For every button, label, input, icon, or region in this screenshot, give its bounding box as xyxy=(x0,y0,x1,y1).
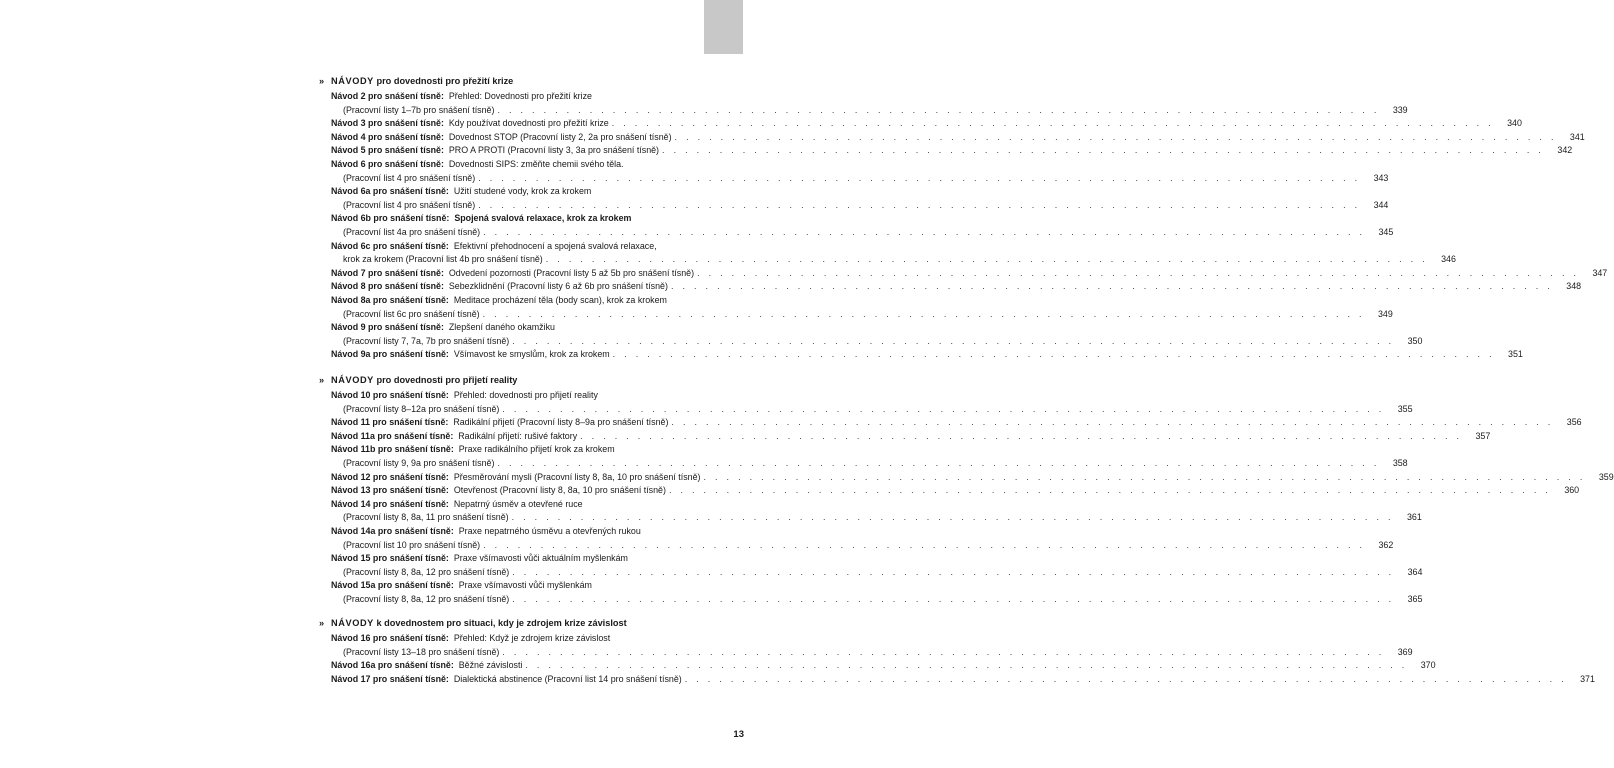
toc-entry-title xyxy=(331,416,671,430)
toc-page-number: 364 xyxy=(1394,566,1422,580)
toc-entry-text: Zlepšení daného okamžiku xyxy=(448,322,555,333)
toc-entry-title xyxy=(331,280,671,294)
toc-entry-text: Dialektická abstinence (Pracovní list 14 pro snášení tísně) xyxy=(453,673,682,684)
toc-page-number: 350 xyxy=(1394,335,1422,349)
toc-entry xyxy=(319,212,1394,239)
dot-leader: . . . . . . . . . . . . . . . . . . . . . . . . . . . . . . . . . . . . . . . . . . . . . . . . . . . . . . . . . . . . . . . . . . . . . . . . . . . . . xyxy=(611,118,1494,129)
toc-entry-title xyxy=(331,444,615,454)
toc-entry-label: Návod 14 pro snášení tísně: xyxy=(331,498,449,509)
toc-entry xyxy=(319,90,1408,117)
section-title: » NÁVODY k dovednostem pro situaci, kdy je zdrojem krize závislost xyxy=(319,614,739,632)
toc-entry xyxy=(319,144,1573,158)
toc-entry-title xyxy=(331,553,628,563)
toc-entry-continuation: (Pracovní list 4a pro snášení tísně) xyxy=(343,226,483,240)
toc-page-number: 348 xyxy=(1553,280,1581,294)
dot-leader: . . . . . . . . . . . . . . . . . . . . . . . . . . . . . . . . . . . . . . . . . . . . . . . . . . . . . . . . . . . . . . . . . . . . . . . . . . . . . xyxy=(671,417,1554,428)
toc-entry-label: Návod 7 pro snášení tísně: xyxy=(331,267,444,278)
toc-entry-title xyxy=(331,213,631,223)
toc-entry-text: Spojená svalová relaxace, krok za krokem xyxy=(454,213,632,224)
section-title: » NÁVODY pro dovednosti pro přijetí reality xyxy=(319,371,739,389)
toc-entry xyxy=(319,659,1436,673)
toc-page-number: 356 xyxy=(1554,416,1582,430)
toc-leader-row xyxy=(331,430,1491,444)
toc-entry xyxy=(319,525,1394,552)
toc-entry-text: Praxe radikálního přijetí krok za krokem xyxy=(458,444,615,455)
dot-leader: . . . . . . . . . . . . . . . . . . . . . . . . . . . . . . . . . . . . . . . . . . . . . . . . . . . . . . . . . . . . . . . . . . . . . . . . . . . . . xyxy=(483,226,1366,237)
toc-entry xyxy=(319,552,1423,579)
toc-entry xyxy=(319,185,1389,212)
toc-entry xyxy=(319,280,1582,294)
toc-entry-line xyxy=(331,90,739,104)
toc-entry-line xyxy=(331,430,1491,444)
toc-entry xyxy=(319,131,1585,145)
toc-entry-title xyxy=(331,659,525,673)
toc-entry-label: Návod 4 pro snášení tísně: xyxy=(331,131,444,142)
toc-leader-row xyxy=(343,172,1389,186)
toc-entry-label: Návod 15a pro snášení tísně: xyxy=(331,580,454,591)
dot-leader: . . . . . . . . . . . . . . . . . . . . . . . . . . . . . . . . . . . . . . . . . . . . . . . . . . . . . . . . . . . . . . . . . . . . . . . . . . . . . xyxy=(670,281,1554,292)
dot-leader: . . . . . . . . . . . . . . . . . . . . . . . . . . . . . . . . . . . . . . . . . . . . . . . . . . . . . . . . . . . . . . . . . . . . . . . . . . . . . xyxy=(580,430,1463,441)
toc-leader-row xyxy=(343,253,1456,267)
toc-page-number: 362 xyxy=(1365,539,1393,553)
toc-entry-line xyxy=(331,267,1608,281)
toc-page-number: 341 xyxy=(1557,131,1585,145)
toc-page-number: 357 xyxy=(1462,430,1490,444)
toc-entry xyxy=(319,632,1413,659)
toc-entry-line xyxy=(343,104,1408,118)
toc-page-number: 359 xyxy=(1586,471,1614,485)
toc-entry-line xyxy=(331,659,1436,673)
toc-entry-text: Přehled: Dovednosti pro přežití krize xyxy=(448,91,592,101)
toc-entry-label: Návod 16 pro snášení tísně: xyxy=(331,633,449,643)
toc-entry-text: Radikální přijetí (Pracovní listy 8–9a pro snášení tísně) xyxy=(453,417,669,428)
toc-entry-label: Návod 6 pro snášení tísně: xyxy=(331,158,444,169)
toc-entry-label: Návod 11 pro snášení tísně: xyxy=(331,417,449,428)
toc-entry-label: Návod 3 pro snášení tísně: xyxy=(331,118,444,129)
toc-entries xyxy=(319,389,1614,607)
toc-entry-title xyxy=(331,144,662,158)
toc-entry-line xyxy=(343,457,1408,471)
toc-entry-text: Kdy používat dovednosti pro přežití krize xyxy=(448,118,609,129)
toc-entry-text: Odvedení pozornosti (Pracovní listy 5 až 5b pro snášení tísně) xyxy=(448,267,695,278)
toc-entry-continuation: (Pracovní listy 8, 8a, 11 pro snášení tísně) xyxy=(343,511,512,525)
toc-entry xyxy=(319,471,1614,485)
toc-entry-line xyxy=(331,389,739,403)
toc-entry-line xyxy=(331,552,739,566)
toc-entry-line xyxy=(331,416,1582,430)
toc-entry-line xyxy=(343,226,1394,240)
toc-entry-text: Sebezklidnění (Pracovní listy 6 až 6b pro snášení tísně) xyxy=(448,281,668,292)
toc-entry-continuation: (Pracovní list 4 pro snášení tísně) xyxy=(343,199,478,213)
toc-entry-continuation: (Pracovní listy 1–7b pro snášení tísně) xyxy=(343,104,497,118)
toc-entry xyxy=(319,673,1595,687)
toc-entry-text: Přesměrování mysli (Pracovní listy 8, 8a, 10 pro snášení tísně) xyxy=(453,471,701,482)
toc-entry xyxy=(319,267,1608,281)
dot-leader: . . . . . . . . . . . . . . . . . . . . . . . . . . . . . . . . . . . . . . . . . . . . . . . . . . . . . . . . . . . . . . . . . . . . . . . . . . . . . xyxy=(668,485,1552,496)
section-title: » NÁVODY pro dovednosti pro přežití krize xyxy=(319,72,739,90)
dot-leader: . . . . . . . . . . . . . . . . . . . . . . . . . . . . . . . . . . . . . . . . . . . . . . . . . . . . . . . . . . . . . . . . . . . . . . . . . . . . . xyxy=(497,457,1380,468)
toc-entry-text: Užití studené vody, krok za krokem xyxy=(453,186,592,197)
toc-entry-continuation: (Pracovní listy 8–12a pro snášení tísně) xyxy=(343,403,502,417)
toc-entry xyxy=(319,158,1389,185)
toc-leader-row xyxy=(343,335,1423,349)
toc-leader-row xyxy=(343,511,1422,525)
dot-leader: . . . . . . . . . . . . . . . . . . . . . . . . . . . . . . . . . . . . . . . . . . . . . . . . . . . . . . . . . . . . . . . . . . . . . . . . . . . . . xyxy=(483,539,1366,550)
toc-entry-continuation: (Pracovní list 6c pro snášení tísně) xyxy=(343,308,483,322)
toc-entry-text: Praxe všímavosti vůči myšlenkám xyxy=(458,580,592,591)
toc-entry-line xyxy=(331,185,739,199)
toc-page-number: 370 xyxy=(1408,659,1436,673)
toc-entry xyxy=(319,416,1582,430)
toc-leader-row xyxy=(343,104,1408,118)
toc-entry-line xyxy=(331,240,739,254)
toc-entry-line xyxy=(331,498,739,512)
toc-entry-line xyxy=(331,144,1573,158)
toc-entry-title xyxy=(331,633,610,643)
toc-leader-row xyxy=(331,348,1523,362)
section-marker-icon: » xyxy=(319,375,325,385)
toc-entry-label: Návod 6a pro snášení tísně: xyxy=(331,186,449,197)
dot-leader: . . . . . . . . . . . . . . . . . . . . . . . . . . . . . . . . . . . . . . . . . . . . . . . . . . . . . . . . . . . . . . . . . . . . . . . . . . . . . xyxy=(697,267,1580,278)
toc-entry-title xyxy=(331,430,580,444)
toc-entry xyxy=(319,498,1422,525)
toc-entry-line xyxy=(331,525,739,539)
toc-entry-title xyxy=(331,322,555,332)
toc-page-number: 346 xyxy=(1428,253,1456,267)
toc-entry-continuation: (Pracovní listy 7, 7a, 7b pro snášení tísně) xyxy=(343,335,512,349)
toc-entry-line xyxy=(343,593,1423,607)
toc-entry-line xyxy=(331,131,1585,145)
toc-entry-label: Návod 11b pro snášení tísně: xyxy=(331,444,454,455)
dot-leader: . . . . . . . . . . . . . . . . . . . . . . . . . . . . . . . . . . . . . . . . . . . . . . . . . . . . . . . . . . . . . . . . . . . . . . . . . . . . . xyxy=(497,104,1380,115)
dot-leader: . . . . . . . . . . . . . . . . . . . . . . . . . . . . . . . . . . . . . . . . . . . . . . . . . . . . . . . . . . . . . . . . . . . . . . . . . . . . . xyxy=(525,660,1408,671)
toc-entry-continuation: (Pracovní listy 8, 8a, 12 pro snášení tísně) xyxy=(343,566,512,580)
toc-page-number: 358 xyxy=(1380,457,1408,471)
toc-entry-line xyxy=(331,117,1522,131)
toc-leader-row xyxy=(343,566,1423,580)
toc-entry-line xyxy=(343,403,1413,417)
toc-entry-continuation: (Pracovní listy 8, 8a, 12 pro snášení tísně) xyxy=(343,593,512,607)
toc-leader-row xyxy=(331,471,1614,485)
toc-entry-text: Praxe všímavosti vůči aktuálním myšlenkám xyxy=(453,553,628,564)
toc-entry-text: Všímavost ke smyslům, krok za krokem xyxy=(453,349,610,360)
toc-entry-continuation: (Pracovní listy 13–18 pro snášení tísně) xyxy=(343,646,502,660)
toc-entry-text: Přehled: Když je zdrojem krize závislost xyxy=(453,633,611,643)
toc-entry-label: Návod 2 pro snášení tísně: xyxy=(331,91,444,101)
dot-leader: . . . . . . . . . . . . . . . . . . . . . . . . . . . . . . . . . . . . . . . . . . . . . . . . . . . . . . . . . . . . . . . . . . . . . . . . . . . . . xyxy=(612,349,1495,360)
toc-page-number: 351 xyxy=(1495,348,1523,362)
toc-entry-line xyxy=(331,280,1582,294)
toc-leader-row xyxy=(343,593,1423,607)
toc-entry-text: Meditace procházení těla (body scan), krok za krokem xyxy=(453,294,667,305)
toc-entry-label: Návod 6c pro snášení tísně: xyxy=(331,240,449,251)
dot-leader: . . . . . . . . . . . . . . . . . . . . . . . . . . . . . . . . . . . . . . . . . . . . . . . . . . . . . . . . . . . . . . . . . . . . . . . . . . . . . xyxy=(512,335,1395,346)
toc-entry-label: Návod 6b pro snášení tísně: xyxy=(331,213,450,224)
toc-entry-line xyxy=(331,484,1580,498)
toc-leader-row xyxy=(331,267,1608,281)
toc-entry xyxy=(319,484,1580,498)
toc-leader-row xyxy=(331,117,1522,131)
corner-tab xyxy=(704,0,743,54)
toc-section-addiction xyxy=(319,614,1595,686)
toc-entry-label: Návod 14a pro snášení tísně: xyxy=(331,525,454,536)
toc-entry-title xyxy=(331,117,612,131)
toc-page-number: 361 xyxy=(1394,511,1422,525)
toc-entry-text: Běžné závislosti xyxy=(458,660,523,671)
toc-page-number: 360 xyxy=(1551,484,1579,498)
toc-entry-title xyxy=(331,348,613,362)
toc-leader-row xyxy=(331,673,1595,687)
toc-entry-title xyxy=(331,295,667,305)
toc-entry-text: Dovednost STOP (Pracovní listy 2, 2a pro snášení tísně) xyxy=(448,131,672,142)
toc-page-number: 349 xyxy=(1365,308,1393,322)
toc-entry xyxy=(319,294,1393,321)
toc-entry-continuation: (Pracovní list 10 pro snášení tísně) xyxy=(343,539,483,553)
toc-page-number: 342 xyxy=(1544,144,1572,158)
toc-entry-title xyxy=(331,131,675,145)
toc-entry-label: Návod 8a pro snášení tísně: xyxy=(331,294,449,305)
dot-leader: . . . . . . . . . . . . . . . . . . . . . . . . . . . . . . . . . . . . . . . . . . . . . . . . . . . . . . . . . . . . . . . . . . . . . . . . . . . . . xyxy=(512,566,1395,577)
toc-entry-continuation: (Pracovní list 4 pro snášení tísně) xyxy=(343,172,478,186)
toc-entry-line xyxy=(343,646,1413,660)
toc-leader-row xyxy=(331,484,1580,498)
toc-page-number: 369 xyxy=(1385,646,1413,660)
dot-leader: . . . . . . . . . . . . . . . . . . . . . . . . . . . . . . . . . . . . . . . . . . . . . . . . . . . . . . . . . . . . . . . . . . . . . . . . . . . . . xyxy=(684,673,1567,684)
dot-leader: . . . . . . . . . . . . . . . . . . . . . . . . . . . . . . . . . . . . . . . . . . . . . . . . . . . . . . . . . . . . . . . . . . . . . . . . . . . . . xyxy=(478,172,1361,183)
toc-page-number: 355 xyxy=(1385,403,1413,417)
toc-entry xyxy=(319,389,1413,416)
toc-leader-row xyxy=(331,280,1582,294)
toc-entry-label: Návod 16a pro snášení tísně: xyxy=(331,660,454,671)
toc-page-number: 340 xyxy=(1494,117,1522,131)
toc-entries xyxy=(319,90,1608,362)
dot-leader: . . . . . . . . . . . . . . . . . . . . . . . . . . . . . . . . . . . . . . . . . . . . . . . . . . . . . . . . . . . . . . . . . . . . . . . . . . . . . xyxy=(511,512,1394,523)
toc-entry-line xyxy=(331,294,739,308)
toc-entry-title xyxy=(331,267,697,281)
toc-leader-row xyxy=(331,131,1585,145)
toc-entry xyxy=(319,321,1423,348)
toc-entry-label: Návod 15 pro snášení tísně: xyxy=(331,553,449,564)
toc-entry-line xyxy=(331,158,739,172)
toc-page-number: 343 xyxy=(1360,172,1388,186)
toc-entry-title xyxy=(331,390,598,400)
toc-entry-title xyxy=(331,484,669,498)
toc-page-number: 339 xyxy=(1380,104,1408,118)
dot-leader: . . . . . . . . . . . . . . . . . . . . . . . . . . . . . . . . . . . . . . . . . . . . . . . . . . . . . . . . . . . . . . . . . . . . . . . . . . . . . xyxy=(512,593,1395,604)
toc-entry xyxy=(319,240,1456,267)
toc-entry-label: Návod 12 pro snášení tísně: xyxy=(331,471,449,482)
toc-entry-line xyxy=(343,335,1423,349)
toc-entry-title xyxy=(331,580,592,590)
toc-entry-text: Praxe nepatrného úsměvu a otevřených rukou xyxy=(458,525,641,536)
toc-page-number: 371 xyxy=(1567,673,1595,687)
toc-leader-row xyxy=(343,199,1389,213)
toc-entry-title xyxy=(331,499,583,509)
dot-leader: . . . . . . . . . . . . . . . . . . . . . . . . . . . . . . . . . . . . . . . . . . . . . . . . . . . . . . . . . . . . . . . . . . . . . . . . . . . . . xyxy=(662,145,1545,156)
toc-entry xyxy=(319,443,1408,470)
toc-entry-title xyxy=(331,159,624,169)
dot-leader: . . . . . . . . . . . . . . . . . . . . . . . . . . . . . . . . . . . . . . . . . . . . . . . . . . . . . . . . . . . . . . . . . . . . . . . . . . . . . xyxy=(478,199,1361,210)
toc-page-number: 344 xyxy=(1360,199,1388,213)
section-marker-icon: » xyxy=(319,618,325,628)
toc-entry-line xyxy=(343,253,1456,267)
toc-leader-row xyxy=(331,659,1436,673)
toc-entry xyxy=(319,117,1522,131)
toc-entry xyxy=(319,579,1423,606)
toc-entry-label: Návod 8 pro snášení tísně: xyxy=(331,281,444,292)
toc-entry-line xyxy=(331,632,739,646)
toc-entry-line xyxy=(343,172,1389,186)
toc-entry-title xyxy=(331,186,591,196)
toc-section-survival xyxy=(319,72,1608,362)
toc-entry-line xyxy=(331,443,739,457)
toc-entry-line xyxy=(343,199,1389,213)
toc-leader-row xyxy=(343,646,1413,660)
toc-leader-row xyxy=(331,416,1582,430)
toc-entry-text: Nepatrný úsměv a otevřené ruce xyxy=(453,498,583,509)
dot-leader: . . . . . . . . . . . . . . . . . . . . . . . . . . . . . . . . . . . . . . . . . . . . . . . . . . . . . . . . . . . . . . . . . . . . . . . . . . . . . xyxy=(703,471,1586,482)
dot-leader: . . . . . . . . . . . . . . . . . . . . . . . . . . . . . . . . . . . . . . . . . . . . . . . . . . . . . . . . . . . . . . . . . . . . . . . . . . . . . xyxy=(482,308,1365,319)
toc-leader-row xyxy=(343,308,1393,322)
toc-page-number: 345 xyxy=(1365,226,1393,240)
toc-entry-continuation: (Pracovní listy 9, 9a pro snášení tísně) xyxy=(343,457,497,471)
toc-entry-line xyxy=(331,673,1595,687)
toc-entry xyxy=(319,348,1523,362)
toc-section-acceptance xyxy=(319,371,1614,607)
toc-entry-text: Radikální přijetí: rušivé faktory xyxy=(458,430,578,441)
toc-leader-row xyxy=(343,403,1413,417)
toc-entry-text: Přehled: dovednosti pro přijetí reality xyxy=(453,390,598,400)
toc-leader-row xyxy=(343,457,1408,471)
toc-entry-label: Návod 17 pro snášení tísně: xyxy=(331,673,449,684)
toc-entry-title xyxy=(331,471,703,485)
toc-entry xyxy=(319,430,1491,444)
toc-entry-title xyxy=(331,91,592,101)
toc-entry-label: Návod 9a pro snášení tísně: xyxy=(331,349,449,360)
toc-entry-line xyxy=(343,539,1394,553)
dot-leader: . . . . . . . . . . . . . . . . . . . . . . . . . . . . . . . . . . . . . . . . . . . . . . . . . . . . . . . . . . . . . . . . . . . . . . . . . . . . . xyxy=(502,646,1385,657)
toc-page-number: 365 xyxy=(1394,593,1422,607)
toc-entry-line xyxy=(331,579,739,593)
toc-entry-line xyxy=(331,348,1523,362)
toc-entry-label: Návod 5 pro snášení tísně: xyxy=(331,145,444,156)
toc-entry-line xyxy=(343,566,1423,580)
toc-entry-label: Návod 13 pro snášení tísně: xyxy=(331,485,449,496)
toc-entry-label: Návod 9 pro snášení tísně: xyxy=(331,322,444,333)
toc-entry-title xyxy=(331,673,685,687)
toc-entry-line xyxy=(343,511,1422,525)
toc-page-number: 347 xyxy=(1579,267,1607,281)
toc-entry-text: PRO A PROTI (Pracovní listy 3, 3a pro snášení tísně) xyxy=(448,145,660,156)
toc-entry-continuation: krok za krokem (Pracovní list 4b pro snášení tísně) xyxy=(343,253,546,267)
toc-entry-line xyxy=(331,471,1614,485)
toc-entry-text: Dovednosti SIPS: změňte chemii svého těla. xyxy=(448,158,624,169)
toc-entry-label: Návod 10 pro snášení tísně: xyxy=(331,390,449,400)
toc-entry-line xyxy=(331,321,739,335)
toc-entry-text: Efektivní přehodnocení a spojená svalová relaxace, xyxy=(453,240,657,251)
toc-entry-line xyxy=(343,308,1393,322)
dot-leader: . . . . . . . . . . . . . . . . . . . . . . . . . . . . . . . . . . . . . . . . . . . . . . . . . . . . . . . . . . . . . . . . . . . . . . . . . . . . . xyxy=(674,131,1557,142)
page-number: 13 xyxy=(733,729,744,740)
toc-entries xyxy=(319,632,1595,686)
toc-entry-text: Otevřenost (Pracovní listy 8, 8a, 10 pro snášení tísně) xyxy=(453,485,666,496)
toc-leader-row xyxy=(343,226,1394,240)
toc-entry-title xyxy=(331,526,641,536)
dot-leader: . . . . . . . . . . . . . . . . . . . . . . . . . . . . . . . . . . . . . . . . . . . . . . . . . . . . . . . . . . . . . . . . . . . . . . . . . . . . . xyxy=(502,403,1385,414)
dot-leader: . . . . . . . . . . . . . . . . . . . . . . . . . . . . . . . . . . . . . . . . . . . . . . . . . . . . . . . . . . . . . . . . . . . . . . . . . . . . . xyxy=(545,254,1428,265)
toc-entry-label: Návod 11a pro snášení tísně: xyxy=(331,430,454,441)
toc-leader-row xyxy=(331,144,1573,158)
toc-entry-title xyxy=(331,241,657,251)
toc-leader-row xyxy=(343,539,1394,553)
section-marker-icon: » xyxy=(319,76,325,86)
toc-entry-line xyxy=(331,212,739,226)
